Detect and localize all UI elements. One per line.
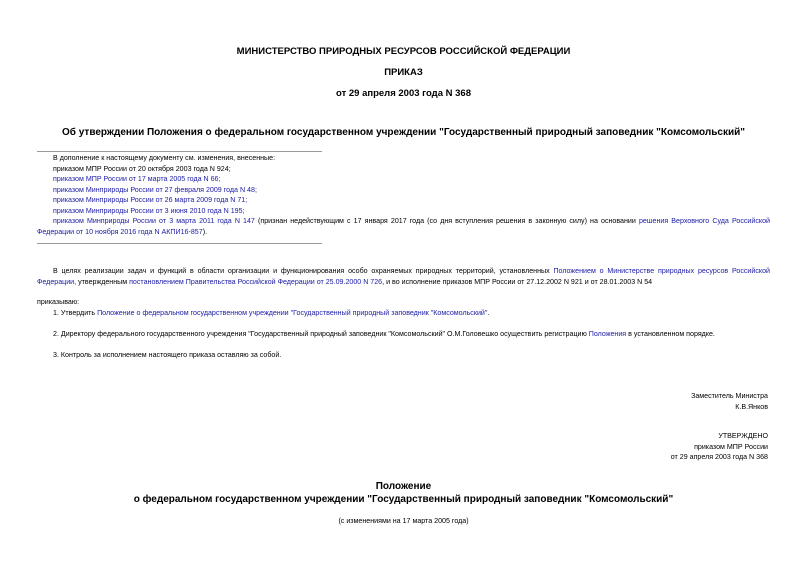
court-decision-link[interactable]: решения Верховного Суда Российской Федерации от 10 ноября 2016 года N АКПИ16-857 bbox=[37, 217, 770, 236]
regulation-link-short[interactable]: Положения bbox=[588, 330, 627, 338]
change-last-text: (признан недействующим с 17 января 2017 года (со дня вступления решения в законную силу) на основании bbox=[254, 217, 639, 225]
change-link[interactable]: приказом Минприроды России от 26 марта 2009 года N 71; bbox=[53, 196, 248, 204]
change-link[interactable]: приказом Минприроды России от 3 марта 2011 года N 147 bbox=[53, 217, 255, 225]
order-word: приказываю: bbox=[37, 298, 80, 306]
approval-block bbox=[671, 431, 768, 463]
approval-line-2: приказом МПР России bbox=[694, 442, 768, 451]
order-item-2-end: в установленном порядке. bbox=[626, 330, 715, 338]
change-item: приказом МПР России от 20 октября 2003 года N 924; bbox=[53, 164, 231, 173]
change-link[interactable]: приказом Минприроды России от 3 июня 2010 года N 195; bbox=[53, 206, 245, 215]
doc-type-heading: ПРИКАЗ bbox=[384, 67, 423, 78]
preamble-text-b: , утвержденным bbox=[74, 277, 130, 286]
changes-intro: В дополнение к настоящему документу см. изменения, внесенные: bbox=[53, 154, 276, 162]
signature-name: К.В.Янков bbox=[735, 402, 768, 411]
changes-bottom-divider bbox=[37, 243, 322, 244]
government-decree-link[interactable]: постановлением Правительства Российской Федерации от 25.09.2000 N 726 bbox=[129, 277, 383, 286]
order-item-3: 3. Контроль за исполнением настоящего приказа оставляю за собой. bbox=[53, 351, 282, 359]
changes-block bbox=[53, 153, 773, 216]
order-item-1-text: 1. Утвердить bbox=[53, 309, 98, 317]
order-item-2-text: 2. Директору федерального государственного учреждения "Государственный природный заповедник "Комсомольский" О.М.Головешко осуществить регистрацию bbox=[53, 330, 589, 338]
preamble-text-a: В целях реализации задач и функций в области организации и функционирования особо охраняемых природных территорий, установленных bbox=[53, 267, 554, 275]
appendix-subtitle: о федеральном государственном учреждении "Государственный природный заповедник "Комсомольский" bbox=[133, 494, 674, 505]
regulation-appendix-link[interactable]: Положение о федеральном государственном учреждении "Государственный природный заповедник "Комсомольский" bbox=[97, 309, 488, 317]
ministry-heading: МИНИСТЕРСТВО ПРИРОДНЫХ РЕСУРСОВ РОССИЙСКОЙ ФЕДЕРАЦИИ bbox=[236, 46, 571, 57]
order-item-1 bbox=[53, 308, 773, 319]
order-item-2 bbox=[53, 329, 773, 340]
appendix-title: Положение bbox=[375, 481, 432, 492]
doc-title: Об утверждении Положения о федеральном государственном учреждении "Государственный природный заповедник "Комсомольский" bbox=[62, 127, 745, 138]
approval-line-1: УТВЕРЖДЕНО bbox=[718, 432, 768, 440]
preamble-text-c: , и во исполнение приказов МПР России от 27.12.2002 N 921 и от 28.01.2003 N 54 bbox=[382, 277, 653, 286]
signature-block bbox=[691, 391, 768, 412]
change-last-item bbox=[37, 216, 770, 237]
preamble-paragraph bbox=[37, 266, 770, 287]
signature-position: Заместитель Министра bbox=[691, 392, 768, 400]
appendix-note: (с изменениями на 17 марта 2005 года) bbox=[338, 517, 469, 525]
doc-date-number: от 29 апреля 2003 года N 368 bbox=[336, 88, 471, 99]
change-last-end: ). bbox=[202, 227, 208, 236]
changes-top-divider bbox=[37, 151, 322, 152]
regulation-link[interactable]: Положением о Министерстве природных ресурсов Российской Федерации bbox=[37, 267, 770, 286]
order-item-1-end: . bbox=[487, 309, 490, 317]
change-link[interactable]: приказом Минприроды России от 27 февраля 2009 года N 48; bbox=[53, 185, 257, 194]
approval-line-3: от 29 апреля 2003 года N 368 bbox=[670, 453, 768, 461]
change-link[interactable]: приказом МПР России от 17 марта 2005 года N 66; bbox=[53, 175, 221, 183]
